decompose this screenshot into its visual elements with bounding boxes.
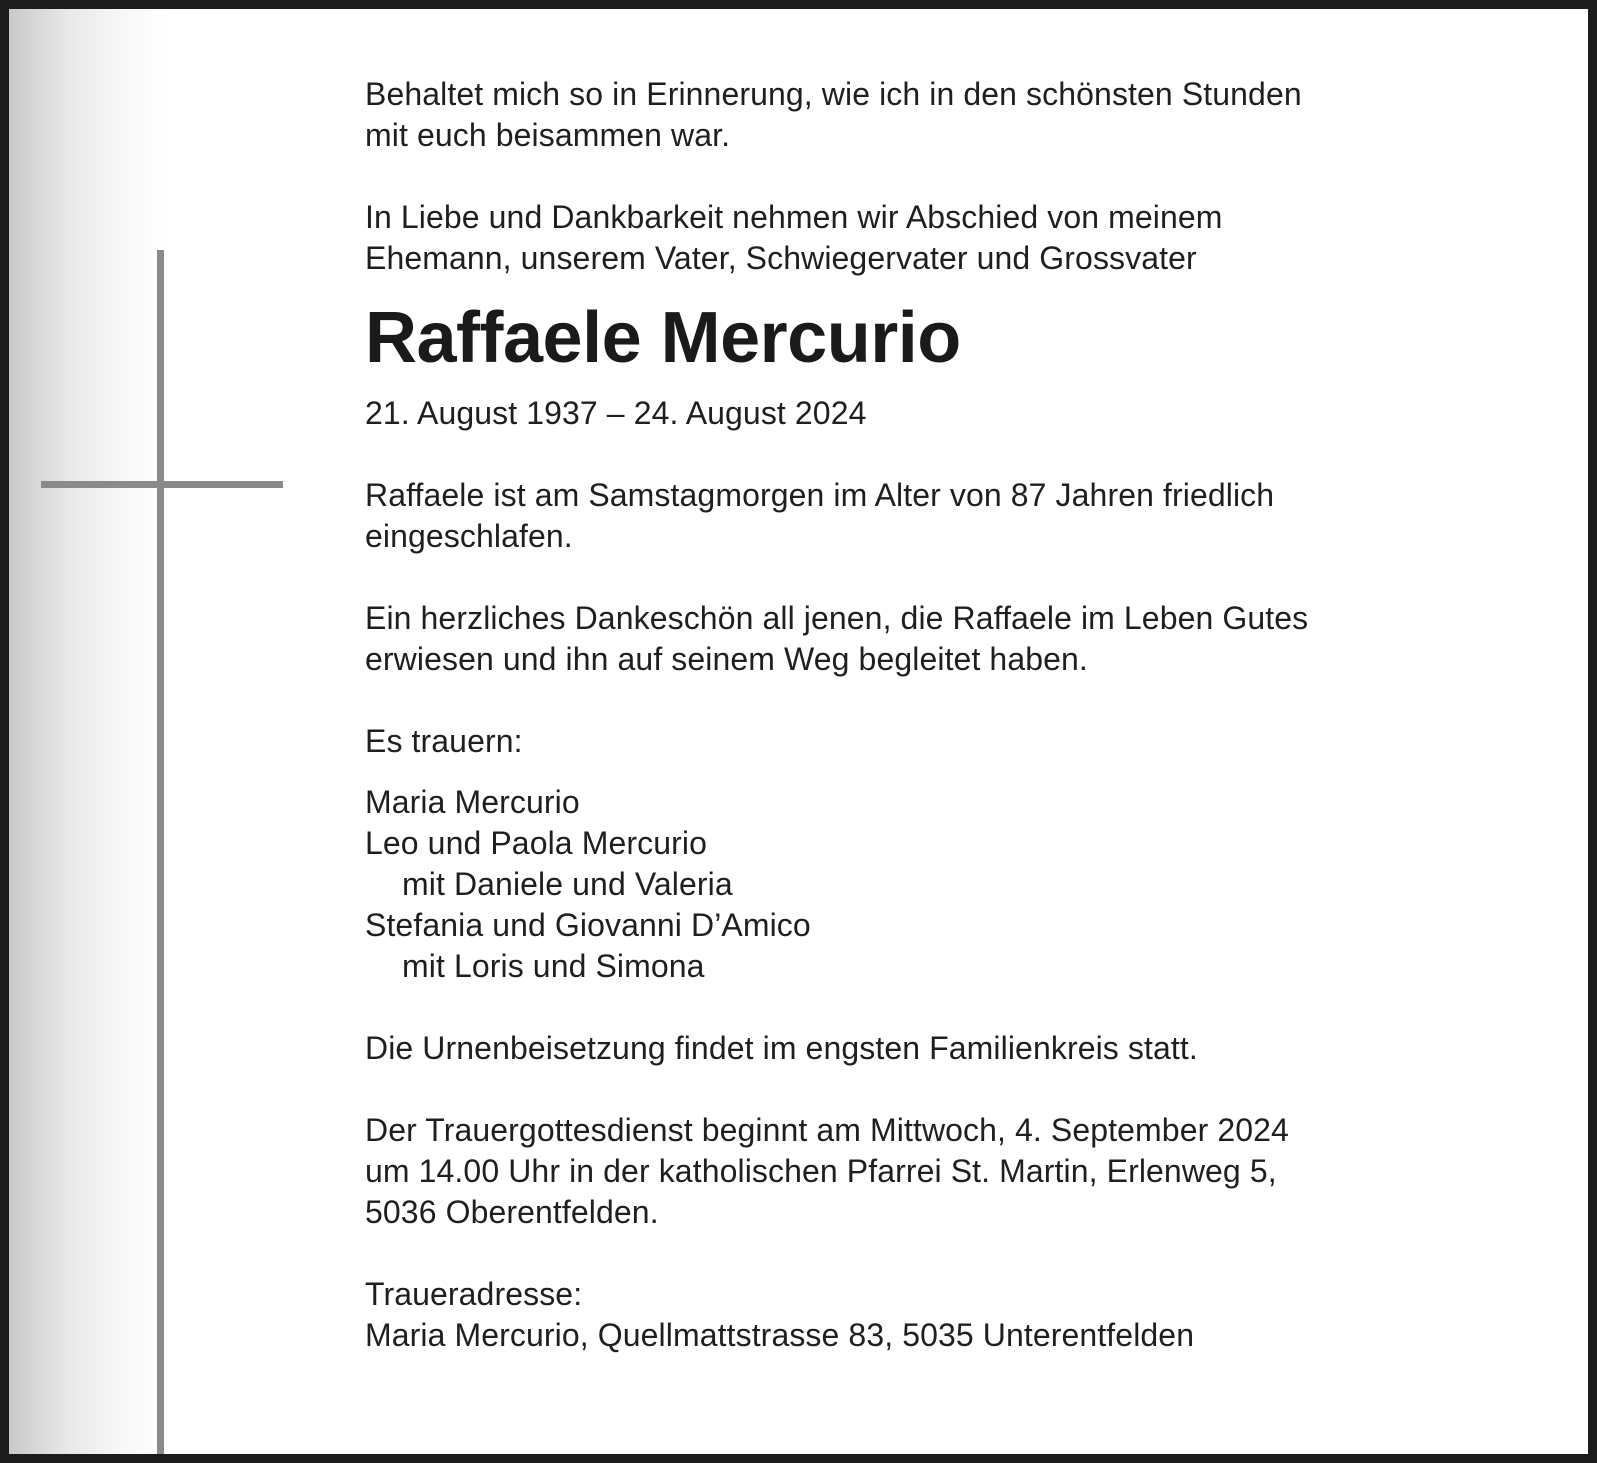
passing-line: Raffaele ist am Samstagmorgen im Alter von 87 Jahren friedlich bbox=[365, 477, 1275, 513]
mourner-entry-children: mit Daniele und Valeria bbox=[402, 866, 733, 902]
thanks-line: erwiesen und ihn auf seinem Weg begleitet haben. bbox=[365, 641, 1088, 677]
deceased-name: Raffaele Mercurio bbox=[365, 298, 961, 378]
quote-line: Behaltet mich so in Erinnerung, wie ich in den schönsten Stunden bbox=[365, 76, 1302, 112]
mourner-entry-children: mit Loris und Simona bbox=[402, 948, 705, 984]
obituary-content bbox=[365, 74, 1545, 1356]
mourner-entry: Stefania und Giovanni D’Amico bbox=[365, 907, 811, 943]
service-line: um 14.00 Uhr in der katholischen Pfarrei St. Martin, Erlenweg 5, bbox=[365, 1153, 1277, 1189]
cross-vertical-beam bbox=[157, 250, 164, 1454]
passing-notice bbox=[365, 475, 1545, 557]
farewell-intro bbox=[365, 197, 1545, 279]
life-dates: 21. August 1937 – 24. August 2024 bbox=[365, 395, 867, 431]
service-line: Der Trauergottesdienst beginnt am Mittwoch, 4. September 2024 bbox=[365, 1112, 1289, 1148]
mourners-heading: Es trauern: bbox=[365, 723, 523, 759]
intro-line: In Liebe und Dankbarkeit nehmen wir Abschied von meinem bbox=[365, 199, 1223, 235]
mourner-entry: Leo und Paola Mercurio bbox=[365, 825, 707, 861]
thanks-notice bbox=[365, 598, 1545, 680]
passing-line: eingeschlafen. bbox=[365, 518, 573, 554]
address-heading: Traueradresse: bbox=[365, 1276, 583, 1312]
thanks-line: Ein herzliches Dankeschön all jenen, die Raffaele im Leben Gutes bbox=[365, 600, 1309, 636]
address-text: Maria Mercurio, Quellmattstrasse 83, 5035 Unterentfelden bbox=[365, 1317, 1195, 1353]
mourners-list bbox=[365, 782, 1545, 987]
mourning-address bbox=[365, 1274, 1545, 1356]
intro-line: Ehemann, unserem Vater, Schwiegervater und Grossvater bbox=[365, 240, 1197, 276]
mourner-entry: Maria Mercurio bbox=[365, 784, 580, 820]
quote-line: mit euch beisammen war. bbox=[365, 117, 731, 153]
cross-horizontal-beam bbox=[41, 481, 283, 488]
memorial-quote bbox=[365, 74, 1545, 156]
burial-notice: Die Urnenbeisetzung findet im engsten Familienkreis statt. bbox=[365, 1030, 1198, 1066]
service-line: 5036 Oberentfelden. bbox=[365, 1194, 659, 1230]
service-notice bbox=[365, 1110, 1545, 1233]
